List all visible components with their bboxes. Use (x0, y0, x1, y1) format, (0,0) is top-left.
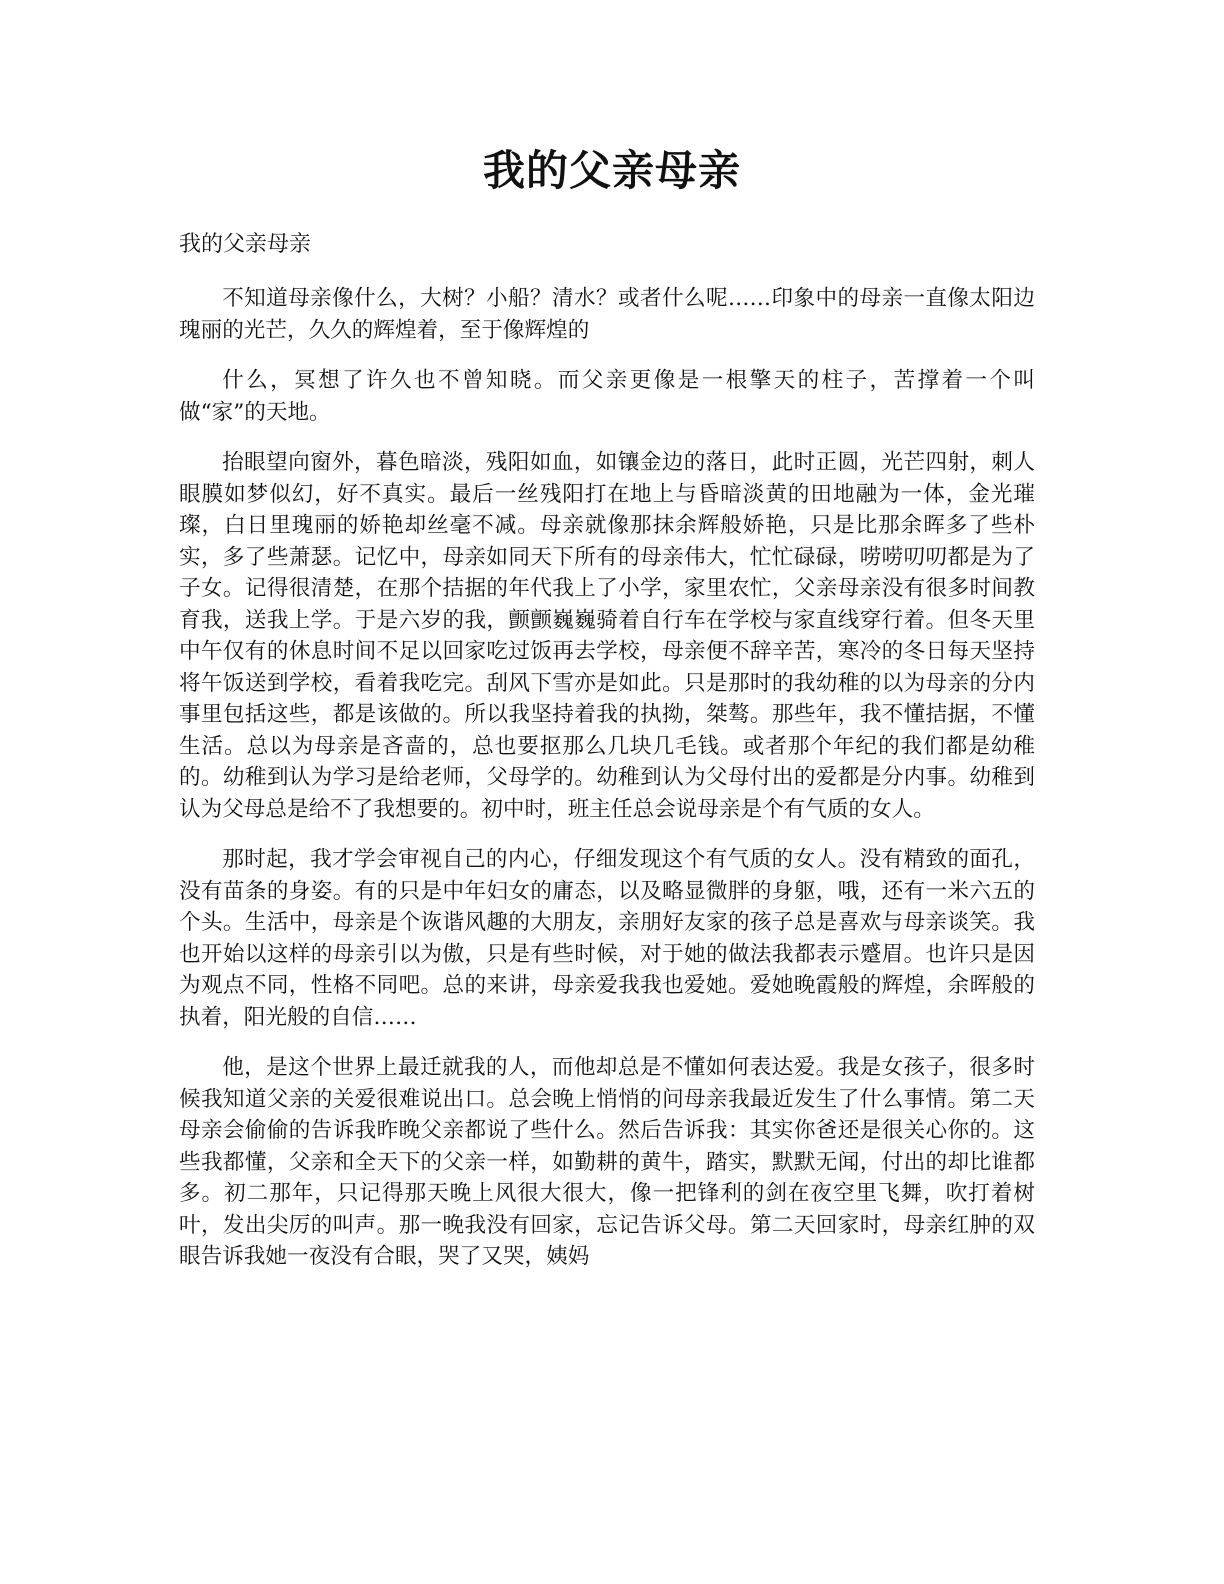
paragraph: 什么，冥想了许久也不曾知晓。而父亲更像是一根擎天的柱子，苦撑着一个叫做“家”的天地。 (179, 368, 1035, 425)
paragraph: 他，是这个世界上最迁就我的人，而他却总是不懂如何表达爱。我是女孩子，很多时候我知道父亲的关爱很难说出口。总会晚上悄悄的问母亲我最近发生了什么事情。第二天母亲会偷偷的告诉我昨晚父亲都说了些什么。然后告诉我：其实你爸还是很关心你的。这些我都懂，父亲和全天下的父亲一样，如勤耕的黄牛，踏实，默默无闻，付出的却比谁都多。初二那年，只记得那天晚上风很大很大，像一把锋利的剑在夜空里飞舞，吹打着树叶，发出尖厉的叫声。那一晚我没有回家，忘记告诉父母。第二天回家时，母亲红肿的双眼告诉我她一夜没有合眼，哭了又哭，姨妈 (179, 1055, 1035, 1269)
document-subtitle: 我的父亲母亲 (179, 232, 312, 257)
document-body (179, 283, 1035, 1292)
paragraph: 抬眼望向窗外，暮色暗淡，残阳如血，如镶金边的落日，此时正圆，光芒四射，刺人眼膜如梦似幻，好不真实。最后一丝残阳打在地上与昏暗淡黄的田地融为一体，金光璀璨，白日里瑰丽的娇艳却丝毫不减。母亲就像那抹余辉般娇艳，只是比那余晖多了些朴实，多了些萧瑟。记忆中，母亲如同天下所有的母亲伟大，忙忙碌碌，唠唠叨叨都是为了子女。记得很清楚，在那个拮据的年代我上了小学，家里农忙，父亲母亲没有很多时间教育我，送我上学。于是六岁的我，颤颤巍巍骑着自行车在学校与家直线穿行着。但冬天里中午仅有的休息时间不足以回家吃过饭再去学校，母亲便不辞辛苦，寒冷的冬日每天坚持将午饭送到学校，看着我吃完。刮风下雪亦是如此。只是那时的我幼稚的以为母亲的分内事里包括这些，都是该做的。所以我坚持着我的执拗，桀骜。那些年，我不懂拮据，不懂生活。总以为母亲是吝啬的，总也要抠那么几块几毛钱。或者那个年纪的我们都是幼稚的。幼稚到认为学习是给老师，父母学的。幼稚到认为父母付出的爱都是分内事。幼稚到认为父母总是给不了我想要的。初中时，班主任总会说母亲是个有气质的女人。 (179, 450, 1035, 822)
paragraph: 那时起，我才学会审视自己的内心，仔细发现这个有气质的女人。没有精致的面孔，没有苗条的身姿。有的只是中年妇女的庸态，以及略显微胖的身躯，哦，还有一米六五的个头。生活中，母亲是个诙谐风趣的大朋友，亲朋好友家的孩子总是喜欢与母亲谈笑。我也开始以这样的母亲引以为傲，只是有些时候，对于她的做法我都表示蹙眉。也许只是因为观点不同，性格不同吧。总的来讲，母亲爱我我也爱她。爱她晚霞般的辉煌，余晖般的执着，阳光般的自信…… (179, 847, 1035, 1030)
document-title: 我的父亲母亲 (482, 146, 741, 195)
paragraph: 不知道母亲像什么，大树？小船？清水？或者什么呢……印象中的母亲一直像太阳边瑰丽的光芒，久久的辉煌着，至于像辉煌的 (179, 286, 1035, 343)
